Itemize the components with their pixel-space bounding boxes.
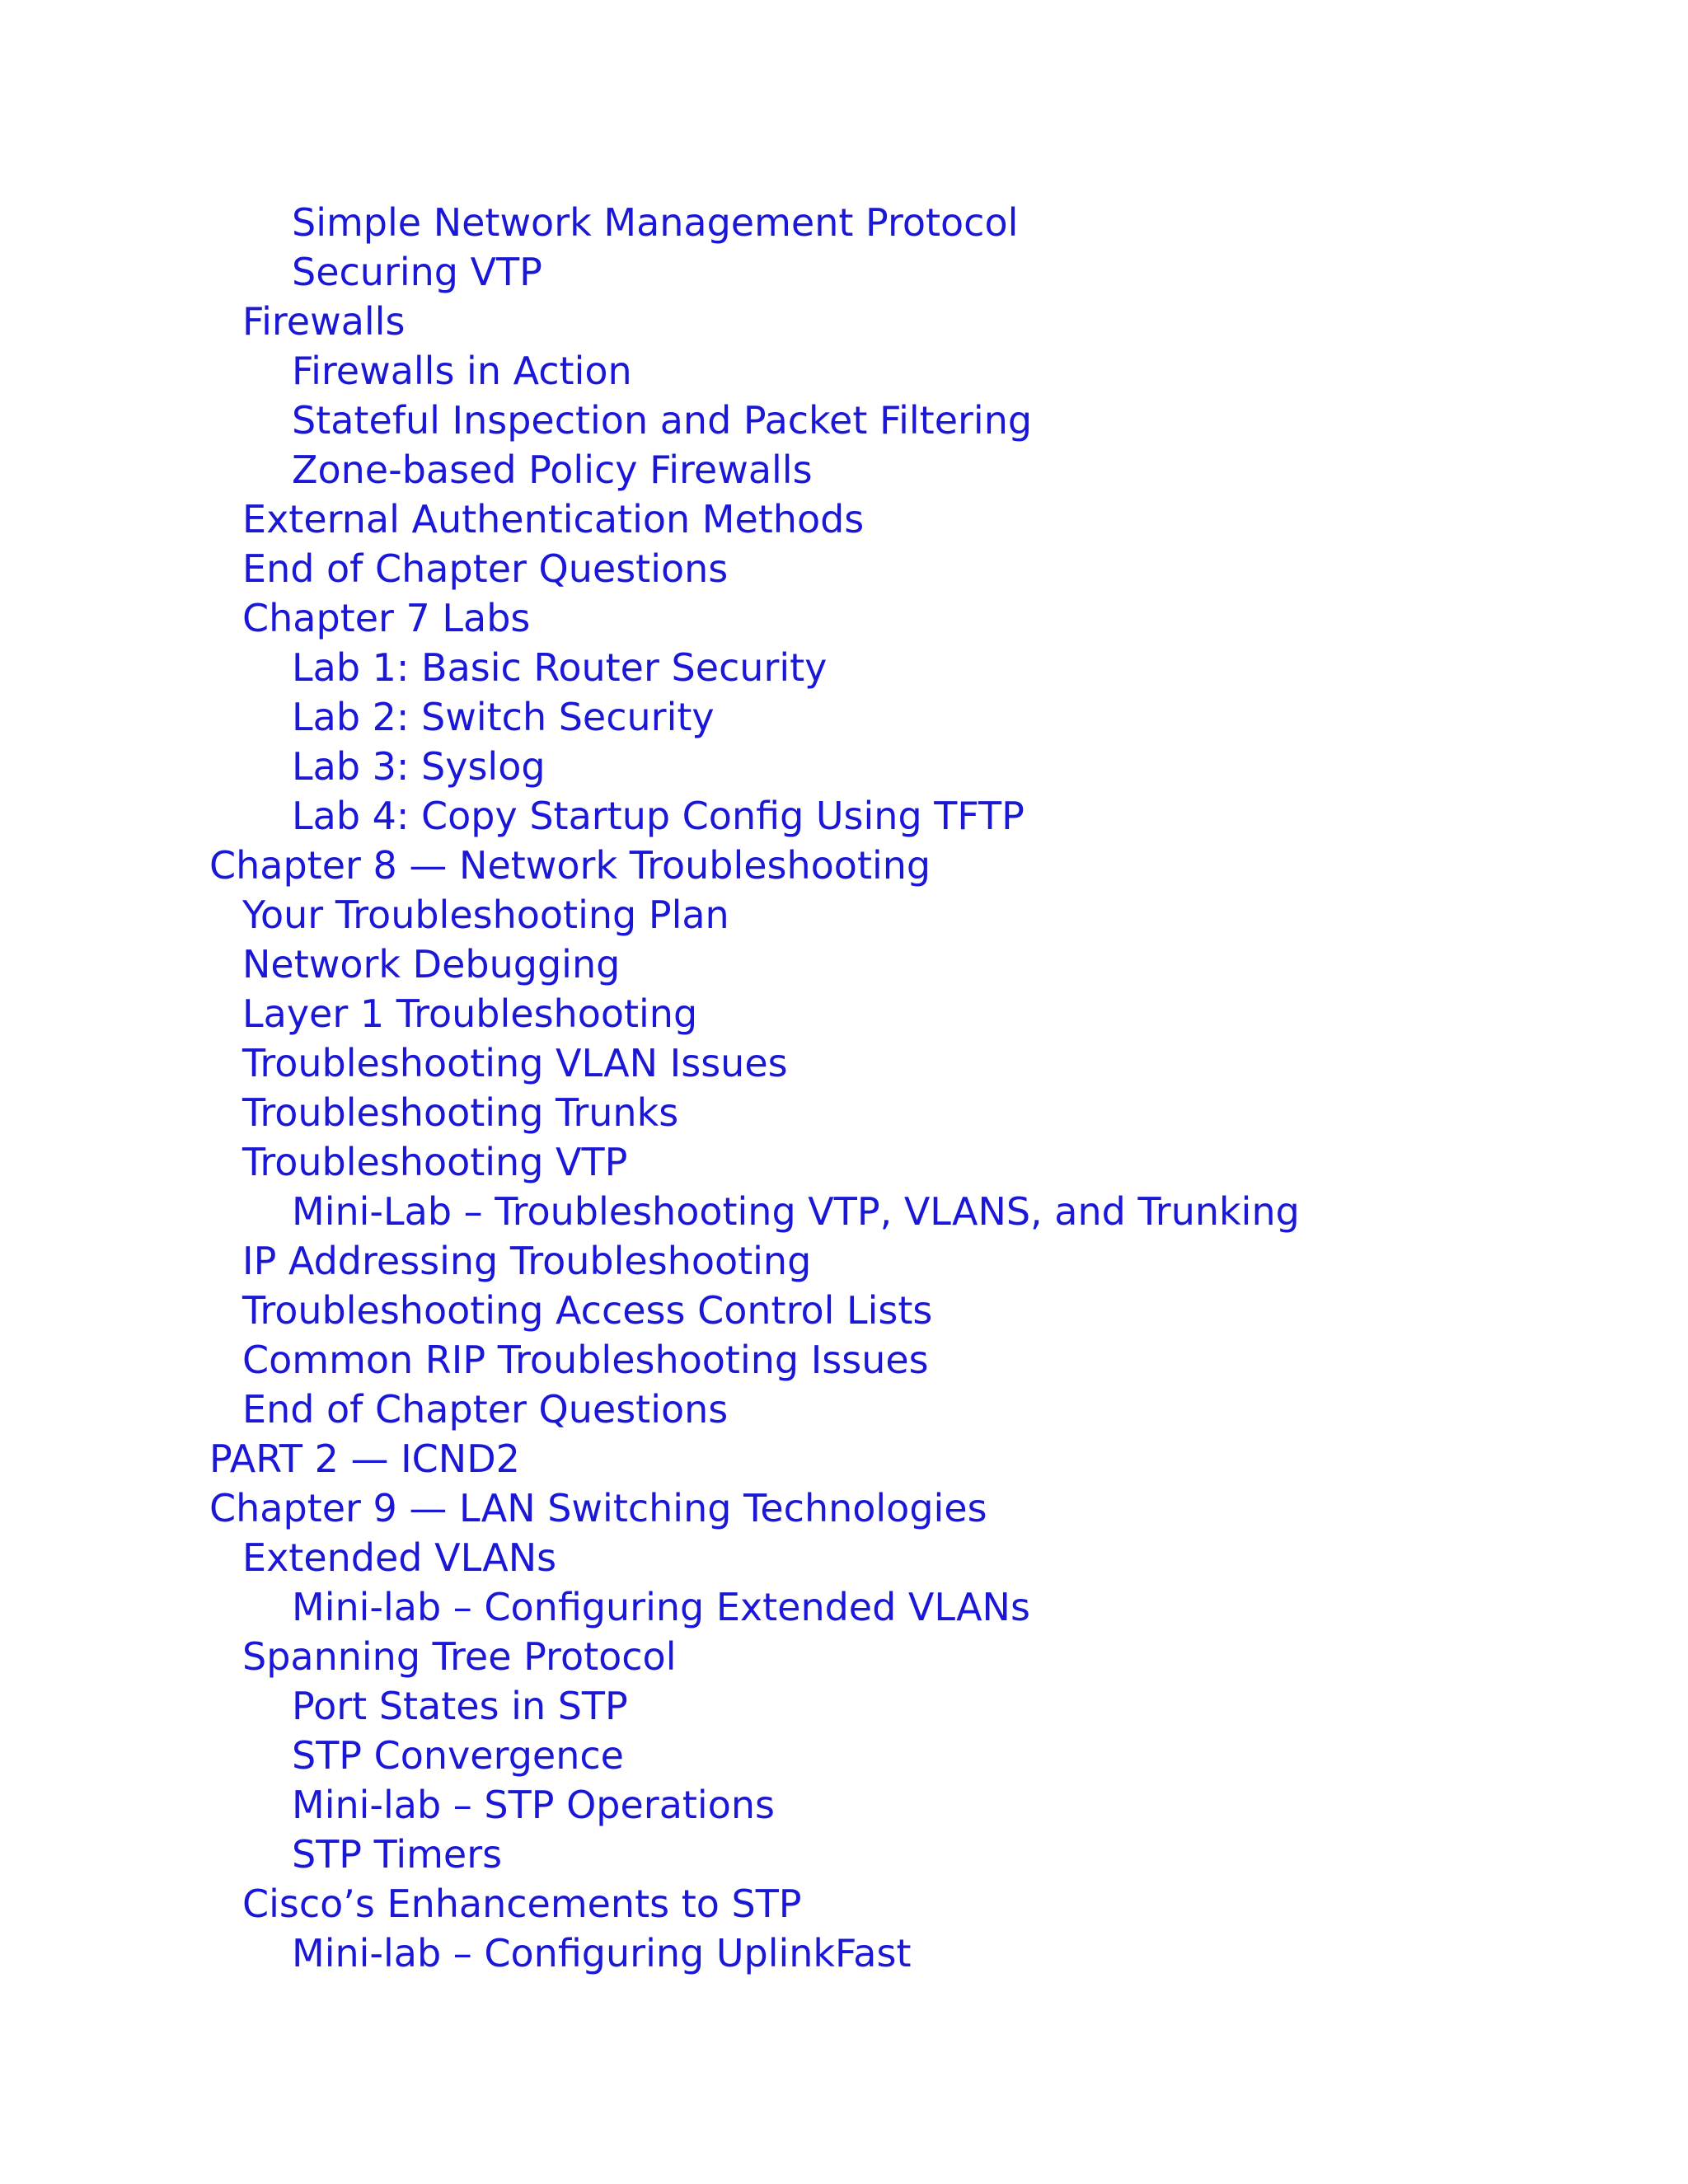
toc-link-troubleshooting-vlan[interactable]: Troubleshooting VLAN Issues <box>242 1041 788 1085</box>
toc-link-lab-3[interactable]: Lab 3: Syslog <box>292 744 546 789</box>
toc-link-stp-timers[interactable]: STP Timers <box>292 1832 503 1877</box>
toc-link-stp-convergence[interactable]: STP Convergence <box>292 1733 624 1778</box>
toc-link-extended-vlans[interactable]: Extended VLANs <box>242 1535 557 1580</box>
toc-link-network-debugging[interactable]: Network Debugging <box>242 942 621 987</box>
toc-link-spanning-tree-protocol[interactable]: Spanning Tree Protocol <box>242 1634 677 1679</box>
toc-link-mini-lab-stp-operations[interactable]: Mini-lab – STP Operations <box>292 1783 775 1827</box>
toc-link-chapter-7-labs[interactable]: Chapter 7 Labs <box>242 596 531 640</box>
table-of-contents <box>0 198 1688 1978</box>
toc-link-cisco-stp-enhancements[interactable]: Cisco’s Enhancements to STP <box>242 1882 802 1926</box>
toc-link-ip-addressing-troubleshooting[interactable]: IP Addressing Troubleshooting <box>242 1239 812 1283</box>
toc-link-external-authentication[interactable]: External Authentication Methods <box>242 497 865 541</box>
toc-link-port-states-stp[interactable]: Port States in STP <box>292 1684 628 1728</box>
toc-link-lab-4[interactable]: Lab 4: Copy Startup Config Using TFTP <box>292 794 1025 838</box>
toc-link-troubleshooting-trunks[interactable]: Troubleshooting Trunks <box>242 1090 679 1135</box>
toc-link-mini-lab-uplinkfast[interactable]: Mini-lab – Configuring UplinkFast <box>292 1931 912 1975</box>
toc-link-ch8-end-questions[interactable]: End of Chapter Questions <box>242 1387 729 1432</box>
toc-link-lab-1[interactable]: Lab 1: Basic Router Security <box>292 645 828 690</box>
toc-link-troubleshooting-vtp[interactable]: Troubleshooting VTP <box>242 1140 628 1184</box>
toc-link-lab-2[interactable]: Lab 2: Switch Security <box>292 695 715 739</box>
toc-link-zone-based-firewalls[interactable]: Zone-based Policy Firewalls <box>292 448 813 492</box>
toc-link-troubleshooting-plan[interactable]: Your Troubleshooting Plan <box>242 893 729 937</box>
toc-link-snmp[interactable]: Simple Network Management Protocol <box>292 200 1019 245</box>
toc-link-layer-1-troubleshooting[interactable]: Layer 1 Troubleshooting <box>242 991 698 1036</box>
toc-link-ch7-end-questions[interactable]: End of Chapter Questions <box>242 546 729 591</box>
toc-link-part-2[interactable]: PART 2 — ICND2 <box>209 1436 520 1481</box>
toc-link-mini-lab-extended-vlans[interactable]: Mini-lab – Configuring Extended VLANs <box>292 1585 1030 1629</box>
toc-link-securing-vtp[interactable]: Securing VTP <box>292 250 542 294</box>
toc-link-chapter-8[interactable]: Chapter 8 — Network Troubleshooting <box>209 843 931 888</box>
toc-link-troubleshooting-acls[interactable]: Troubleshooting Access Control Lists <box>242 1288 933 1333</box>
toc-link-stateful-inspection[interactable]: Stateful Inspection and Packet Filtering <box>292 398 1033 443</box>
toc-link-chapter-9[interactable]: Chapter 9 — LAN Switching Technologies <box>209 1486 987 1530</box>
toc-link-firewalls-in-action[interactable]: Firewalls in Action <box>292 349 632 393</box>
toc-link-mini-lab-vtp-vlans-trunking[interactable]: Mini-Lab – Troubleshooting VTP, VLANS, and Trunking <box>292 1189 1300 1234</box>
toc-link-firewalls[interactable]: Firewalls <box>242 299 406 344</box>
toc-link-rip-troubleshooting[interactable]: Common RIP Troubleshooting Issues <box>242 1338 929 1382</box>
